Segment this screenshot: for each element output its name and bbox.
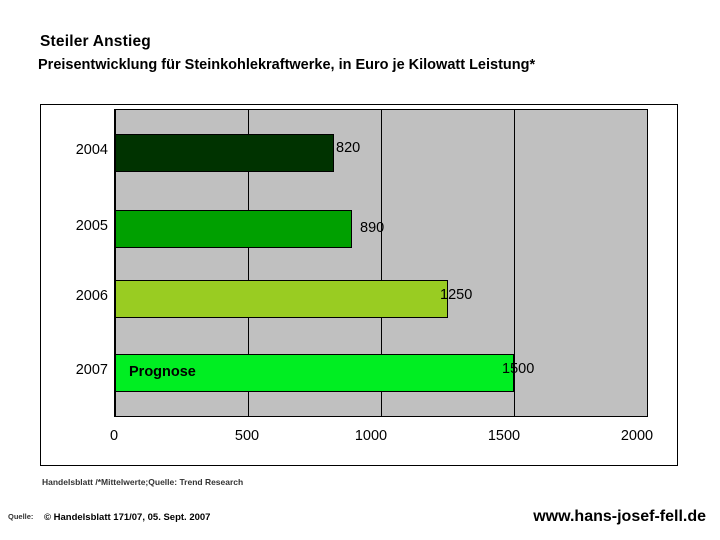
value-label-2007: 1500 <box>502 361 535 377</box>
bar-2005 <box>115 210 352 248</box>
category-label-2007: 2007 <box>75 362 108 378</box>
page-subtitle: Preisentwicklung für Steinkohlekraftwerke, in Euro je Kilowatt Leistung* <box>38 57 536 73</box>
gridline-2000 <box>647 110 648 416</box>
page-title: Steiler Anstieg <box>40 33 151 50</box>
prognose-annotation: Prognose <box>129 364 196 380</box>
plot-area <box>114 109 648 417</box>
xtick-500: 500 <box>234 428 260 444</box>
value-label-2004: 820 <box>336 140 361 156</box>
source-note: Handelsblatt /*Mittelwerte;Quelle: Trend Research <box>42 477 244 487</box>
website-label: www.hans-josef-fell.de <box>533 508 706 525</box>
copyright-note: © Handelsblatt 171/07, 05. Sept. 2007 <box>44 512 211 523</box>
category-label-2006: 2006 <box>75 288 108 304</box>
xtick-1500: 1500 <box>487 428 521 444</box>
category-label-2004: 2004 <box>75 142 108 158</box>
xtick-2000: 2000 <box>620 428 654 444</box>
bar-2006 <box>115 280 448 318</box>
xtick-1000: 1000 <box>354 428 388 444</box>
quelle-label: Quelle: <box>8 512 34 521</box>
xtick-0: 0 <box>109 428 119 444</box>
bar-2004 <box>115 134 334 172</box>
value-label-2005: 890 <box>360 220 385 236</box>
value-label-2006: 1250 <box>440 287 473 303</box>
category-label-2005: 2005 <box>75 218 108 234</box>
